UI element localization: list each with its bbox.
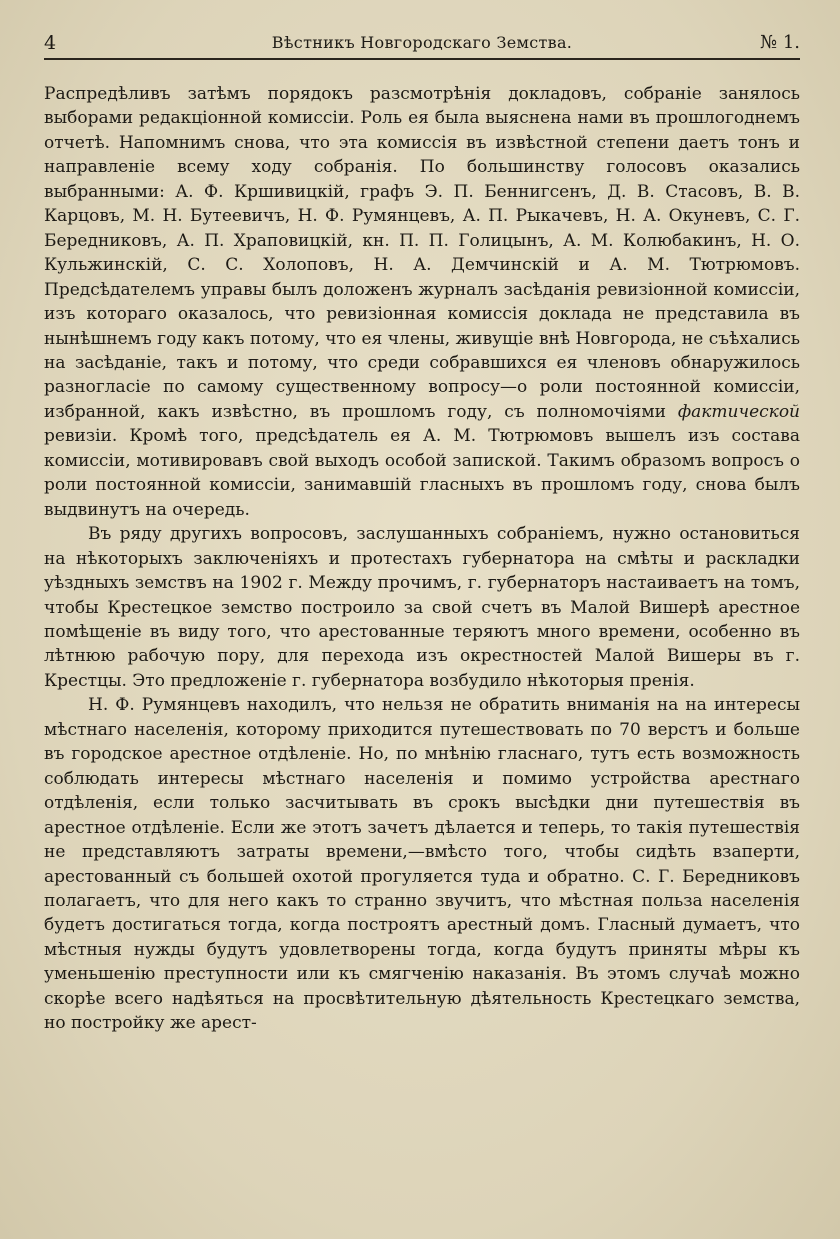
header-rule: [44, 58, 800, 60]
paragraph-2: Въ ряду другихъ вопросовъ, заслушанныхъ собраніемъ, нужно остановиться на нѣкоторыхъ заключеніяхъ и протестахъ губернатора на смѣты и раскладки уѣздныхъ земствъ на 1902 г. Между прочимъ, г. губернаторъ настаиваетъ на томъ, чтобы Крестецкое земство построило за свой счетъ въ Малой Вишерѣ арестное помѣщеніе въ виду того, что арестованные теряютъ много времени, особенно въ лѣтнюю рабочую пору, для перехода изъ окрестностей Малой Вишеры въ г. Крестцы. Это предложеніе г. губернатора возбудило нѣкоторыя пренія.: [44, 524, 800, 691]
paragraph-1: [44, 82, 800, 522]
body-text: [44, 82, 800, 1036]
paragraph-1-continuation: ревизіи. Кромѣ того, предсѣдатель ея А. М. Тютрюмовъ вышелъ изъ состава комиссіи, мотивировавъ свой выходъ особой запиской. Такимъ образомъ вопросъ о роли постоянной комиссіи, занимавшій гласныхъ въ прошломъ году, снова былъ выдвинутъ на очередь.: [44, 426, 800, 520]
journal-title: Вѣстникъ Новгородскаго Земства.: [271, 33, 573, 52]
paragraph-3: Н. Ф. Румянцевъ находилъ, что нельзя не обратить вниманія на на интересы мѣстнаго населенія, которому приходится путешествовать по 70 верстъ и больше въ городское арестное отдѣленіе. Но, по мнѣнію гласнаго, тутъ есть возможность соблюдать интересы мѣстнаго населенія и помимо устройства арестнаго отдѣленія, если только засчитывать въ срокъ высѣдки дни путешествія въ арестное отдѣленіе. Если же этотъ зачетъ дѣлается и теперь, то такія путешествія не представляютъ затраты времени,—вмѣсто того, чтобы сидѣть взаперти, арестованный съ большей охотой прогуляется туда и обратно. С. Г. Бередниковъ полагаетъ, что для него какъ то странно звучитъ, что мѣстная польза населенія будетъ достигаться тогда, когда построятъ арестный домъ. Гласный думаетъ, что мѣстныя нужды будутъ удовлетворены тогда, когда будутъ приняты мѣры къ уменьшенію преступности или къ смягченію наказанія. Въ этомъ случаѣ можно скорѣе всего надѣяться на просвѣтительную дѣятельность Крестецкаго земства, но постройку же арест-: [44, 695, 800, 1034]
running-header: [44, 30, 800, 58]
paragraph-1-text: Распредѣливъ затѣмъ порядокъ разсмотрѣнія докладовъ, собраніе занялось выборами редакціонной комиссіи. Роль ея была выяснена нами въ прошлогоднемъ отчетѣ. Напомнимъ снова, что эта комиссія въ извѣстной степени даетъ тонъ и направленіе всему ходу собранія. По большинству голосовъ оказались выбранными: А. Ф. Кршивицкій, графъ Э. П. Беннигсенъ, Д. В. Стасовъ, В. В. Карцовъ, М. Н. Бутеевичъ, Н. Ф. Румянцевъ, А. П. Рыкачевъ, Н. А. Окуневъ, С. Г. Бередниковъ, А. П. Храповицкій, кн. П. П. Голицынъ, А. М. Колюбакинъ, Н. О. Кульжинскій, С. С. Холоповъ, Н. А. Демчинскій и А. М. Тютрюмовъ. Предсѣдателемъ управы былъ доложенъ журналъ засѣданія ревизіонной комиссіи, изъ котораго оказалось, что ревизіонная комиссія доклада не представила въ нынѣшнемъ году какъ потому, что ея члены, живущіе внѣ Новгорода, не съѣхались на засѣданіе, такъ и потому, что среди собравшихся ея членовъ обнаружилось разногласіе по самому существенному вопросу—о роли постоянной комиссіи, избранной, какъ извѣстно, въ прошломъ году, съ полномочіями: [44, 84, 800, 422]
issue-number: № 1.: [760, 32, 800, 53]
emphasized-word: фактической: [677, 401, 800, 422]
page-number: 4: [44, 32, 57, 54]
